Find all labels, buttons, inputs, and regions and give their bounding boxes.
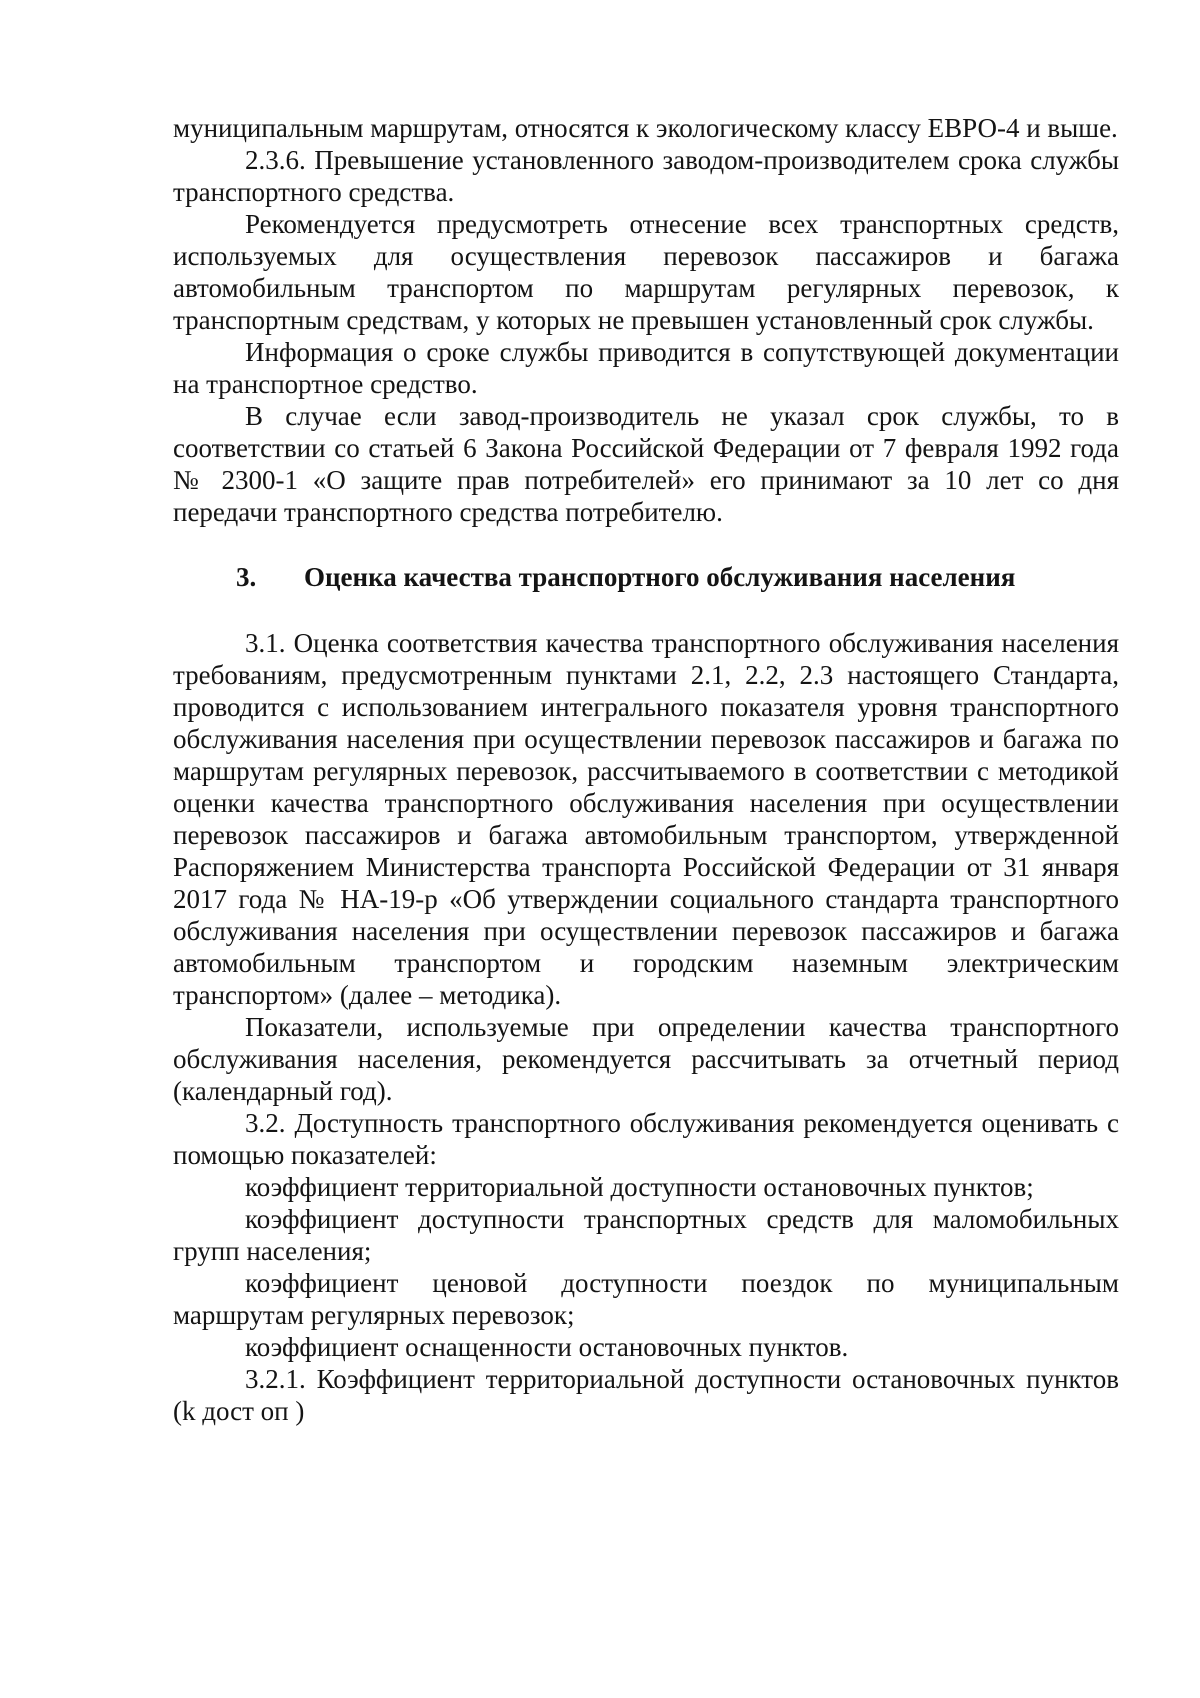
paragraph-consumer-law: В случае если завод-производитель не указал срок службы, то в соответствии со статьей 6 Закона Российской Федерации от 7 февраля 1992 года № 2300-1 «О защите прав потребителей» его принимают за 10 лет со дня передачи транспортного средства потребителю. <box>173 401 1119 527</box>
section-title: Оценка качества транспортного обслуживания населения <box>304 562 1016 592</box>
section-heading <box>173 561 1119 593</box>
paragraph-3-2-1: 3.2.1. Коэффициент территориальной доступности остановочных пунктов (k дост оп ) <box>173 1364 1119 1426</box>
list-item-territorial: коэффициент территориальной доступности остановочных пунктов; <box>245 1172 1034 1202</box>
paragraph-3-1: 3.1. Оценка соответствия качества транспортного обслуживания населения требованиям, предусмотренным пунктами 2.1, 2.2, 2.3 настоящего Стандарта, проводится с использованием интегрального показателя уровня транспортного обслуживания населения при осуществлении перевозок пассажиров и багажа по маршрутам регулярных перевозок, рассчитываемого в соответствии с методикой оценки качества транспортного обслуживания населения при осуществлении перевозок пассажиров и багажа автомобильным транспортом, утвержденной Распоряжением Министерства транспорта Российской Федерации от 31 января 2017 года № НА-19-р «Об утверждении социального стандарта транспортного обслуживания населения при осуществлении перевозок пассажиров и багажа автомобильным транспортом и городским наземным электрическим транспортом» (далее – методика). <box>173 628 1119 1010</box>
paragraph-service-life-info: Информация о сроке службы приводится в сопутствующей документации на транспортное средство. <box>173 337 1119 399</box>
paragraph-indicators-period: Показатели, используемые при определении качества транспортного обслуживания населения, рекомендуется рассчитывать за отчетный период (календарный год). <box>173 1012 1119 1106</box>
paragraph-3-2: 3.2. Доступность транспортного обслуживания рекомендуется оценивать с помощью показателей: <box>173 1108 1119 1170</box>
section-number: 3. <box>236 562 257 592</box>
list-item-price: коэффициент ценовой доступности поездок по муниципальным маршрутам регулярных перевозок; <box>173 1268 1119 1330</box>
list-item-equipment: коэффициент оснащенности остановочных пунктов. <box>245 1332 849 1362</box>
list-item-low-mobility: коэффициент доступности транспортных средств для маломобильных групп населения; <box>173 1204 1119 1266</box>
paragraph-2-3-6: 2.3.6. Превышение установленного заводом-производителем срока службы транспортного средства. <box>173 145 1119 207</box>
document-body <box>173 112 1119 1427</box>
paragraph-service-life-recommendation: Рекомендуется предусмотреть отнесение всех транспортных средств, используемых для осуществления перевозок пассажиров и багажа автомобильным транспортом по маршрутам регулярных перевозок, к транспортным средствам, у которых не превышен установленный срок службы. <box>173 209 1119 335</box>
paragraph-euro4-continuation: муниципальным маршрутам, относятся к экологическому классу ЕВРО-4 и выше. <box>173 113 1118 143</box>
